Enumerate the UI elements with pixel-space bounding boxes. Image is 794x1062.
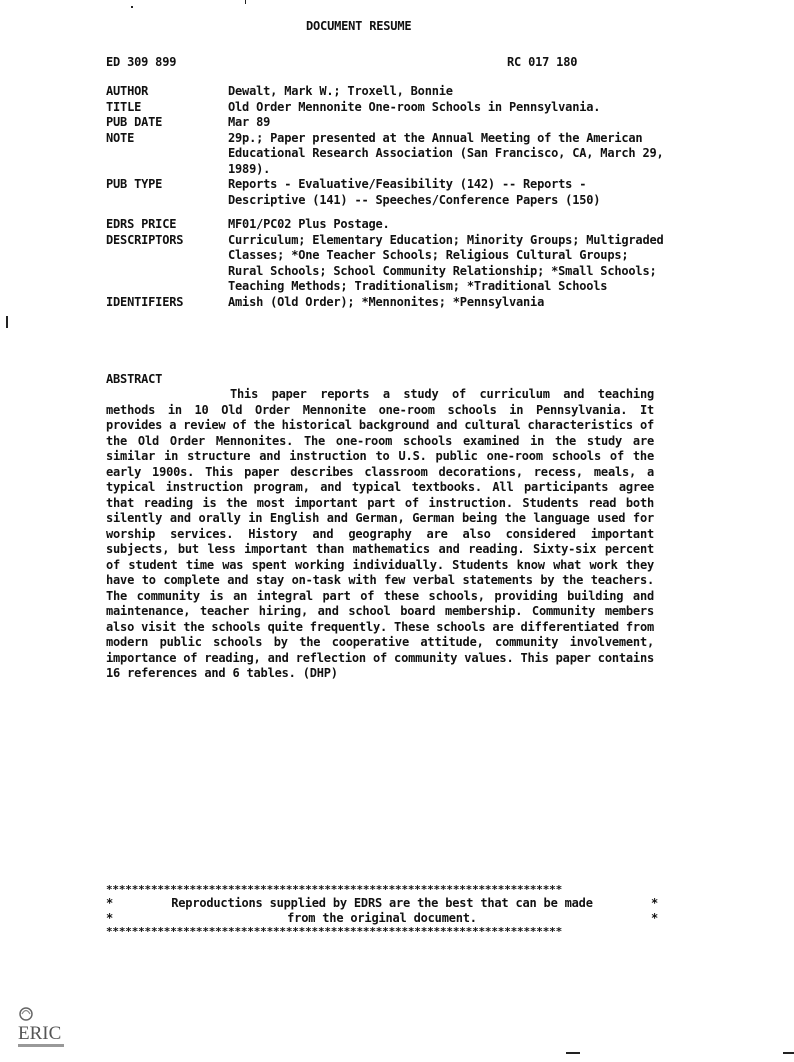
field-value: Reports - Evaluative/Feasibility (142) -- Reports - Descriptive (141) -- Speeches/Conference Papers (150): [228, 177, 601, 207]
abstract-heading: ABSTRACT: [106, 372, 163, 386]
field-value: Dewalt, Mark W.; Troxell, Bonnie: [228, 84, 453, 98]
field-value: Amish (Old Order); *Mennonites; *Pennsylvania: [228, 294, 545, 309]
field-value: Old Order Mennonite One-room Schools in Pennsylvania.: [228, 99, 601, 114]
scan-mark: [245, 0, 246, 4]
eric-logo-text: ERIC: [18, 1023, 62, 1044]
field-label: IDENTIFIERS: [106, 294, 184, 309]
field-descriptors: [106, 233, 666, 295]
notice-text-1: Reproductions supplied by EDRS are the best that can be made: [171, 896, 593, 910]
star-border-bottom: ***********************************************************************: [106, 926, 563, 938]
field-title: [106, 100, 666, 116]
field-identifiers: [106, 295, 666, 311]
field-label: PUB DATE: [106, 115, 163, 129]
notice-text-2: from the original document.: [287, 911, 477, 925]
field-label: AUTHOR: [106, 84, 149, 98]
field-value: Mar 89: [228, 115, 271, 129]
notice-line-1: [106, 896, 658, 911]
field-value: MF01/PC02 Plus Postage.: [228, 217, 390, 231]
scan-mark: [131, 6, 133, 8]
metadata-fields: [106, 84, 666, 310]
scan-mark: [6, 316, 8, 328]
notice-line-2: [106, 911, 658, 926]
field-value: Curriculum; Elementary Education; Minority Groups; Multigraded Classes; *One Teacher Schools; Religious Cultural Groups; Rural Schools; School Community Relationship; *Small Schools; Teaching Methods; Traditionalism; *Traditional Schools: [228, 232, 664, 293]
field-pub-type: [106, 177, 666, 208]
field-pub-date: [106, 115, 666, 131]
field-author: [106, 84, 666, 100]
field-label: DESCRIPTORS: [106, 232, 184, 247]
field-value: 29p.; Paper presented at the Annual Meeting of the American Educational Research Association (San Francisco, CA, March 29, 1989).: [228, 130, 664, 176]
field-label: EDRS PRICE: [106, 217, 177, 231]
edge-star: *: [106, 911, 114, 925]
eric-logo: [16, 1005, 74, 1051]
edge-star: *: [106, 896, 114, 910]
field-label: NOTE: [106, 130, 135, 145]
field-note: [106, 131, 666, 178]
reproduction-notice: [106, 884, 658, 938]
scan-mark: [566, 1052, 580, 1054]
edge-star: *: [650, 896, 658, 910]
star-border-top: ***********************************************************************: [106, 884, 563, 896]
edge-star: *: [650, 911, 658, 925]
scan-mark: [783, 1052, 794, 1054]
abstract-body: This paper reports a study of curriculum and teaching methods in 10 Old Order Mennonite one-room schools in Pennsylvania. It provides a review of the historical background and cultural characteristics of the Old Order Mennonites. The one-room schools examined in the study are similar in structure and instruction to U.S. public one-room schools of the early 1900s. This paper describes classroom decorations, recess, meals, a typical instruction program, and typical textbooks. All participants agree that reading is the most important part of instruction. Students read both silently and orally in English and German, German being the language used for worship services. History and geography are also considered important subjects, but less important than mathematics and reading. Sixty-six percent of student time was spent working individually. Students know what work they have to complete and stay on-task with few verbal statements by the teachers. The community is an integral part of these schools, providing building and maintenance, teacher hiring, and school board membership. Community members also visit the schools quite frequently. These schools are differentiated from modern public schools by the cooperative attitude, community involvement, importance of reading, and reflection of community values. This paper contains 16 references and 6 tables. (DHP): [106, 387, 654, 680]
field-label: PUB TYPE: [106, 177, 163, 191]
rc-number: RC 017 180: [507, 55, 578, 69]
document-resume-title: DOCUMENT RESUME: [306, 19, 412, 33]
field-edrs-price: [106, 217, 666, 233]
ed-number: ED 309 899: [106, 55, 177, 69]
field-label: TITLE: [106, 99, 142, 114]
